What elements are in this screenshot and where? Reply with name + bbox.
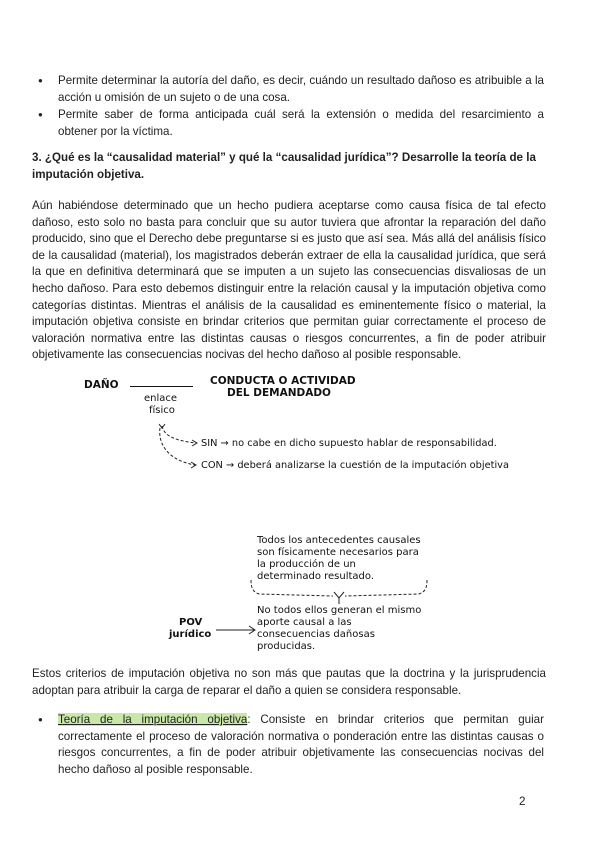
pov-arrow xyxy=(214,624,258,636)
sin-branch: SIN → no cabe en dicho supuesto hablar de responsabilidad. xyxy=(201,438,497,449)
box-top-line: determinado resultado. xyxy=(257,571,375,582)
paragraph-causality: Aún habiéndose determinado que un hecho pudiera aceptarse como causa física de tal efecto dañoso, esto solo no basta para concluir que su autor tuviera que afrontar la reparación del daño producido, sino que el Derecho debe preguntarse si es justo que así sea. Más allá del análisis físico de la causalidad (material), los magistrados deberán extraer de ella la causalidad jurídica, que será la que en definitiva determinará que se imputen a un sujeto las consecuencias disvaliosas de un hecho dañoso. Para esto debemos distinguir entre la relación causal y la imputación objetiva como categorías distintas. Mientras el análisis de la causalidad es eminentemente físico o material, la imputación objetiva consiste en brindar criterios que permitan guiar correctamente el proceso de valoración normativa entre las distintas causas o riesgos concurrentes, a fin de poder atribuir objetivamente las consecuencias nocivas del hecho dañoso al posible responsable. xyxy=(32,199,546,362)
fisico-label: físico xyxy=(149,405,175,416)
box-bottom-line: consecuencias dañosas xyxy=(257,629,375,640)
page-number: 2 xyxy=(519,795,526,808)
list-item xyxy=(38,712,544,778)
con-branch: CON → deberá analizarse la cuestión de la imputación objetiva xyxy=(201,460,509,471)
dano-label: DAÑO xyxy=(84,379,119,391)
box-top-line: son físicamente necesarios para xyxy=(257,547,419,558)
list-item: ● Permite saber de forma anticipada cuál será la extensión o medida del resarcimiento a obtener por la víctima. xyxy=(38,106,544,140)
box-top-line: Todos los antecedentes causales xyxy=(257,535,421,546)
conducta-label-line1: CONDUCTA O ACTIVIDAD xyxy=(210,375,356,387)
pov-label: POV xyxy=(179,617,203,628)
paragraph-criteria: Estos criterios de imputación objetiva no son más que pautas que la doctrina y la jurisprudencia adoptan para atribuir la carga de reparar el daño a quien se considera responsable. xyxy=(32,667,546,697)
link-line xyxy=(130,386,193,387)
bottom-bullet-list xyxy=(38,712,544,778)
box-bottom-line: No todos ellos generan el mismo xyxy=(257,605,422,616)
top-bullet-list xyxy=(38,72,544,140)
section-heading: 3. ¿Qué es la “causalidad material” y qué la “causalidad jurídica”? Desarrolle la teoría de la imputación objetiva. xyxy=(32,151,536,181)
highlighted-term: Teoría de la imputación objetiva xyxy=(58,713,248,726)
box-top-line: la producción de un xyxy=(257,559,356,570)
list-item: ● Permite determinar la autoría del daño, es decir, cuándo un resultado dañoso es atribuible a la acción u omisión de un sujeto o de una cosa. xyxy=(38,72,544,106)
juridico-label: jurídico xyxy=(169,629,212,640)
box-bottom-line: aporte causal a las xyxy=(257,617,352,628)
box-bottom-line: producidas. xyxy=(257,641,316,652)
bracket xyxy=(245,578,435,608)
conducta-label-line2: DEL DEMANDADO xyxy=(227,387,331,399)
term-definition: : Consiste en brindar criterios que permitan guiar correctamente el proceso de valoración normativa o ponderación entre las distintas causas o riesgos concurrentes, a fin de poder atribuir objetivamente las consecuencias nocivas del hecho dañoso al posible responsable. xyxy=(58,713,544,776)
enlace-label: enlace xyxy=(144,393,178,404)
